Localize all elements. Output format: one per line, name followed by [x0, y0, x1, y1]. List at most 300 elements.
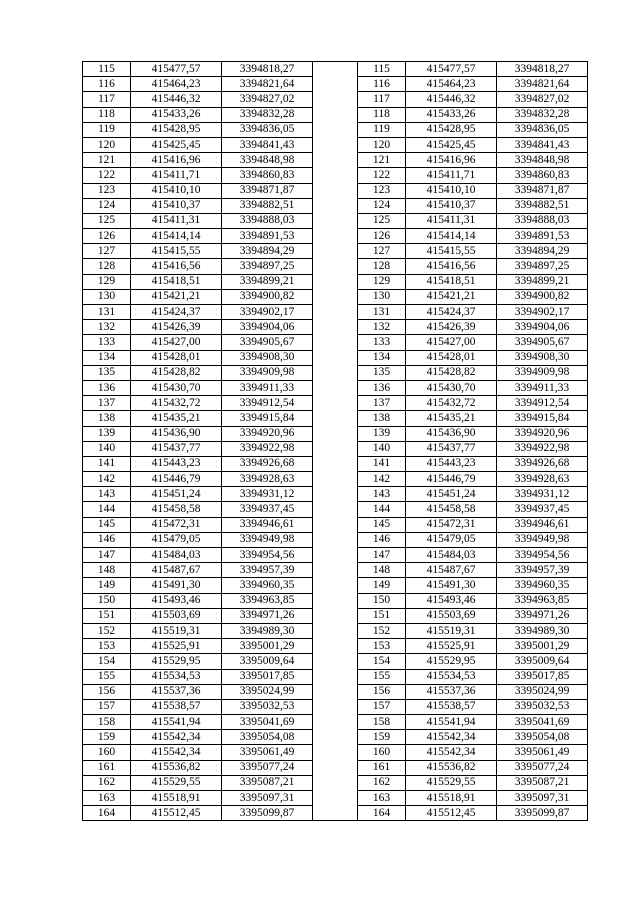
right-point-number-cell: 143 [358, 487, 406, 502]
table-row [83, 684, 588, 699]
right-x-coordinate-cell: 415436,90 [406, 426, 497, 441]
left-x-coordinate-cell: 415414,14 [131, 229, 222, 244]
right-x-coordinate-cell: 415427,00 [406, 335, 497, 350]
right-x-coordinate-cell: 415433,26 [406, 107, 497, 122]
right-point-number-cell: 159 [358, 730, 406, 745]
right-y-coordinate-cell: 3394926,68 [497, 456, 588, 471]
left-point-number-cell: 124 [83, 198, 131, 213]
column-gap [313, 244, 358, 259]
right-y-coordinate-cell: 3394827,02 [497, 92, 588, 107]
left-y-coordinate-cell: 3394922,98 [222, 441, 313, 456]
right-x-coordinate-cell: 415428,95 [406, 122, 497, 137]
table-row [83, 305, 588, 320]
left-x-coordinate-cell: 415479,05 [131, 532, 222, 547]
right-point-number-cell: 124 [358, 198, 406, 213]
right-x-coordinate-cell: 415428,82 [406, 365, 497, 380]
right-point-number-cell: 145 [358, 517, 406, 532]
left-y-coordinate-cell: 3394971,26 [222, 608, 313, 623]
left-x-coordinate-cell: 415437,77 [131, 441, 222, 456]
right-x-coordinate-cell: 415512,45 [406, 806, 497, 821]
column-gap [313, 365, 358, 380]
left-x-coordinate-cell: 415446,79 [131, 472, 222, 487]
right-point-number-cell: 131 [358, 305, 406, 320]
right-x-coordinate-cell: 415416,96 [406, 153, 497, 168]
left-y-coordinate-cell: 3394946,61 [222, 517, 313, 532]
left-point-number-cell: 137 [83, 396, 131, 411]
table-row [83, 380, 588, 395]
left-point-number-cell: 135 [83, 365, 131, 380]
right-point-number-cell: 144 [358, 502, 406, 517]
table-row [83, 715, 588, 730]
right-point-number-cell: 121 [358, 153, 406, 168]
table-row [83, 153, 588, 168]
column-gap [313, 745, 358, 760]
table-row [83, 502, 588, 517]
left-y-coordinate-cell: 3395001,29 [222, 639, 313, 654]
right-x-coordinate-cell: 415541,94 [406, 715, 497, 730]
right-y-coordinate-cell: 3394911,33 [497, 380, 588, 395]
right-y-coordinate-cell: 3394900,82 [497, 289, 588, 304]
right-point-number-cell: 161 [358, 760, 406, 775]
table-row [83, 229, 588, 244]
right-y-coordinate-cell: 3394882,51 [497, 198, 588, 213]
column-gap [313, 335, 358, 350]
left-x-coordinate-cell: 415464,23 [131, 77, 222, 92]
right-x-coordinate-cell: 415519,31 [406, 623, 497, 638]
right-y-coordinate-cell: 3395054,08 [497, 730, 588, 745]
left-x-coordinate-cell: 415487,67 [131, 563, 222, 578]
left-y-coordinate-cell: 3394920,96 [222, 426, 313, 441]
right-x-coordinate-cell: 415446,79 [406, 472, 497, 487]
left-point-number-cell: 126 [83, 229, 131, 244]
right-y-coordinate-cell: 3394989,30 [497, 623, 588, 638]
table-row [83, 517, 588, 532]
column-gap [313, 578, 358, 593]
left-point-number-cell: 116 [83, 77, 131, 92]
table-row [83, 122, 588, 137]
left-y-coordinate-cell: 3394926,68 [222, 456, 313, 471]
left-y-coordinate-cell: 3395024,99 [222, 684, 313, 699]
column-gap [313, 122, 358, 137]
table-row [83, 168, 588, 183]
right-point-number-cell: 138 [358, 411, 406, 426]
left-point-number-cell: 154 [83, 654, 131, 669]
left-point-number-cell: 132 [83, 320, 131, 335]
table-row [83, 107, 588, 122]
left-point-number-cell: 117 [83, 92, 131, 107]
right-point-number-cell: 119 [358, 122, 406, 137]
left-y-coordinate-cell: 3394860,83 [222, 168, 313, 183]
left-y-coordinate-cell: 3394897,25 [222, 259, 313, 274]
left-x-coordinate-cell: 415416,96 [131, 153, 222, 168]
left-y-coordinate-cell: 3394937,45 [222, 502, 313, 517]
right-x-coordinate-cell: 415424,37 [406, 305, 497, 320]
column-gap [313, 107, 358, 122]
column-gap [313, 730, 358, 745]
left-point-number-cell: 160 [83, 745, 131, 760]
left-point-number-cell: 140 [83, 441, 131, 456]
left-x-coordinate-cell: 415536,82 [131, 760, 222, 775]
right-y-coordinate-cell: 3394909,98 [497, 365, 588, 380]
left-x-coordinate-cell: 415542,34 [131, 730, 222, 745]
right-point-number-cell: 134 [358, 350, 406, 365]
left-y-coordinate-cell: 3395061,49 [222, 745, 313, 760]
left-point-number-cell: 157 [83, 699, 131, 714]
right-x-coordinate-cell: 415525,91 [406, 639, 497, 654]
right-point-number-cell: 116 [358, 77, 406, 92]
left-point-number-cell: 129 [83, 274, 131, 289]
left-y-coordinate-cell: 3394908,30 [222, 350, 313, 365]
left-y-coordinate-cell: 3394912,54 [222, 396, 313, 411]
left-point-number-cell: 133 [83, 335, 131, 350]
right-point-number-cell: 133 [358, 335, 406, 350]
column-gap [313, 517, 358, 532]
right-point-number-cell: 158 [358, 715, 406, 730]
right-point-number-cell: 135 [358, 365, 406, 380]
left-x-coordinate-cell: 415503,69 [131, 608, 222, 623]
right-point-number-cell: 127 [358, 244, 406, 259]
left-point-number-cell: 131 [83, 305, 131, 320]
left-point-number-cell: 162 [83, 775, 131, 790]
right-y-coordinate-cell: 3394871,87 [497, 183, 588, 198]
left-x-coordinate-cell: 415451,24 [131, 487, 222, 502]
left-point-number-cell: 164 [83, 806, 131, 821]
table-row [83, 730, 588, 745]
table-row [83, 426, 588, 441]
column-gap [313, 715, 358, 730]
left-x-coordinate-cell: 415410,10 [131, 183, 222, 198]
left-y-coordinate-cell: 3394848,98 [222, 153, 313, 168]
left-point-number-cell: 150 [83, 593, 131, 608]
left-point-number-cell: 120 [83, 137, 131, 152]
left-x-coordinate-cell: 415443,23 [131, 456, 222, 471]
right-x-coordinate-cell: 415503,69 [406, 608, 497, 623]
left-point-number-cell: 148 [83, 563, 131, 578]
left-y-coordinate-cell: 3395041,69 [222, 715, 313, 730]
right-point-number-cell: 149 [358, 578, 406, 593]
left-y-coordinate-cell: 3394915,84 [222, 411, 313, 426]
left-y-coordinate-cell: 3394963,85 [222, 593, 313, 608]
table-row [83, 62, 588, 77]
right-x-coordinate-cell: 415529,95 [406, 654, 497, 669]
table-row [83, 350, 588, 365]
table-row [83, 274, 588, 289]
right-point-number-cell: 155 [358, 669, 406, 684]
right-point-number-cell: 164 [358, 806, 406, 821]
table-row [83, 745, 588, 760]
table-row [83, 669, 588, 684]
right-y-coordinate-cell: 3394888,03 [497, 213, 588, 228]
right-point-number-cell: 157 [358, 699, 406, 714]
left-point-number-cell: 142 [83, 472, 131, 487]
right-y-coordinate-cell: 3394832,28 [497, 107, 588, 122]
right-x-coordinate-cell: 415479,05 [406, 532, 497, 547]
right-y-coordinate-cell: 3394860,83 [497, 168, 588, 183]
left-y-coordinate-cell: 3394894,29 [222, 244, 313, 259]
right-x-coordinate-cell: 415472,31 [406, 517, 497, 532]
column-gap [313, 320, 358, 335]
right-y-coordinate-cell: 3394971,26 [497, 608, 588, 623]
right-x-coordinate-cell: 415446,32 [406, 92, 497, 107]
left-y-coordinate-cell: 3394818,27 [222, 62, 313, 77]
table-row [83, 213, 588, 228]
table-row [83, 335, 588, 350]
table-row [83, 137, 588, 152]
left-x-coordinate-cell: 415472,31 [131, 517, 222, 532]
right-x-coordinate-cell: 415426,39 [406, 320, 497, 335]
left-x-coordinate-cell: 415426,39 [131, 320, 222, 335]
right-y-coordinate-cell: 3394937,45 [497, 502, 588, 517]
column-gap [313, 153, 358, 168]
column-gap [313, 426, 358, 441]
left-x-coordinate-cell: 415541,94 [131, 715, 222, 730]
left-x-coordinate-cell: 415525,91 [131, 639, 222, 654]
left-y-coordinate-cell: 3394989,30 [222, 623, 313, 638]
right-y-coordinate-cell: 3395099,87 [497, 806, 588, 821]
left-point-number-cell: 134 [83, 350, 131, 365]
table-row [83, 760, 588, 775]
column-gap [313, 791, 358, 806]
column-gap [313, 441, 358, 456]
left-y-coordinate-cell: 3395097,31 [222, 791, 313, 806]
right-x-coordinate-cell: 415538,57 [406, 699, 497, 714]
column-gap [313, 548, 358, 563]
left-y-coordinate-cell: 3395087,21 [222, 775, 313, 790]
right-point-number-cell: 142 [358, 472, 406, 487]
table-row [83, 244, 588, 259]
right-x-coordinate-cell: 415415,55 [406, 244, 497, 259]
right-point-number-cell: 123 [358, 183, 406, 198]
column-gap [313, 654, 358, 669]
left-x-coordinate-cell: 415425,45 [131, 137, 222, 152]
column-gap [313, 198, 358, 213]
column-gap [313, 563, 358, 578]
right-y-coordinate-cell: 3394963,85 [497, 593, 588, 608]
right-point-number-cell: 126 [358, 229, 406, 244]
left-y-coordinate-cell: 3394931,12 [222, 487, 313, 502]
column-gap [313, 639, 358, 654]
right-x-coordinate-cell: 415487,67 [406, 563, 497, 578]
right-y-coordinate-cell: 3394904,06 [497, 320, 588, 335]
right-point-number-cell: 132 [358, 320, 406, 335]
right-x-coordinate-cell: 415493,46 [406, 593, 497, 608]
table-row [83, 411, 588, 426]
table-row [83, 77, 588, 92]
left-y-coordinate-cell: 3395032,53 [222, 699, 313, 714]
right-x-coordinate-cell: 415410,37 [406, 198, 497, 213]
right-x-coordinate-cell: 415491,30 [406, 578, 497, 593]
right-x-coordinate-cell: 415542,34 [406, 730, 497, 745]
right-x-coordinate-cell: 415437,77 [406, 441, 497, 456]
right-x-coordinate-cell: 415418,51 [406, 274, 497, 289]
right-x-coordinate-cell: 415458,58 [406, 502, 497, 517]
left-y-coordinate-cell: 3394957,39 [222, 563, 313, 578]
left-point-number-cell: 119 [83, 122, 131, 137]
left-y-coordinate-cell: 3394899,21 [222, 274, 313, 289]
left-y-coordinate-cell: 3394911,33 [222, 380, 313, 395]
left-x-coordinate-cell: 415519,31 [131, 623, 222, 638]
left-point-number-cell: 161 [83, 760, 131, 775]
column-gap [313, 62, 358, 77]
left-y-coordinate-cell: 3394888,03 [222, 213, 313, 228]
left-point-number-cell: 153 [83, 639, 131, 654]
right-y-coordinate-cell: 3394960,35 [497, 578, 588, 593]
left-point-number-cell: 130 [83, 289, 131, 304]
column-gap [313, 487, 358, 502]
right-point-number-cell: 130 [358, 289, 406, 304]
left-x-coordinate-cell: 415433,26 [131, 107, 222, 122]
right-x-coordinate-cell: 415518,91 [406, 791, 497, 806]
table-row [83, 548, 588, 563]
right-y-coordinate-cell: 3394848,98 [497, 153, 588, 168]
left-point-number-cell: 128 [83, 259, 131, 274]
left-x-coordinate-cell: 415428,82 [131, 365, 222, 380]
right-y-coordinate-cell: 3394946,61 [497, 517, 588, 532]
right-point-number-cell: 139 [358, 426, 406, 441]
right-y-coordinate-cell: 3394957,39 [497, 563, 588, 578]
right-y-coordinate-cell: 3394894,29 [497, 244, 588, 259]
left-x-coordinate-cell: 415493,46 [131, 593, 222, 608]
right-x-coordinate-cell: 415537,36 [406, 684, 497, 699]
right-y-coordinate-cell: 3395017,85 [497, 669, 588, 684]
left-x-coordinate-cell: 415421,21 [131, 289, 222, 304]
table-row [83, 608, 588, 623]
right-point-number-cell: 148 [358, 563, 406, 578]
column-gap [313, 502, 358, 517]
right-y-coordinate-cell: 3395087,21 [497, 775, 588, 790]
right-point-number-cell: 162 [358, 775, 406, 790]
coordinates-table [82, 61, 588, 821]
right-point-number-cell: 154 [358, 654, 406, 669]
column-gap [313, 532, 358, 547]
column-gap [313, 229, 358, 244]
left-x-coordinate-cell: 415410,37 [131, 198, 222, 213]
left-point-number-cell: 115 [83, 62, 131, 77]
table-row [83, 198, 588, 213]
left-x-coordinate-cell: 415424,37 [131, 305, 222, 320]
right-point-number-cell: 125 [358, 213, 406, 228]
left-point-number-cell: 151 [83, 608, 131, 623]
table-row [83, 806, 588, 821]
right-y-coordinate-cell: 3394931,12 [497, 487, 588, 502]
right-point-number-cell: 136 [358, 380, 406, 395]
left-point-number-cell: 141 [83, 456, 131, 471]
left-y-coordinate-cell: 3394821,64 [222, 77, 313, 92]
right-y-coordinate-cell: 3394902,17 [497, 305, 588, 320]
left-x-coordinate-cell: 415446,32 [131, 92, 222, 107]
right-x-coordinate-cell: 415542,34 [406, 745, 497, 760]
left-point-number-cell: 152 [83, 623, 131, 638]
left-x-coordinate-cell: 415477,57 [131, 62, 222, 77]
right-x-coordinate-cell: 415410,10 [406, 183, 497, 198]
left-y-coordinate-cell: 3394949,98 [222, 532, 313, 547]
left-point-number-cell: 136 [83, 380, 131, 395]
right-x-coordinate-cell: 415435,21 [406, 411, 497, 426]
column-gap [313, 775, 358, 790]
left-x-coordinate-cell: 415436,90 [131, 426, 222, 441]
column-gap [313, 350, 358, 365]
right-y-coordinate-cell: 3395032,53 [497, 699, 588, 714]
left-point-number-cell: 139 [83, 426, 131, 441]
right-point-number-cell: 120 [358, 137, 406, 152]
right-point-number-cell: 150 [358, 593, 406, 608]
table-row [83, 791, 588, 806]
right-y-coordinate-cell: 3394915,84 [497, 411, 588, 426]
left-y-coordinate-cell: 3395099,87 [222, 806, 313, 821]
column-gap [313, 92, 358, 107]
left-x-coordinate-cell: 415491,30 [131, 578, 222, 593]
right-y-coordinate-cell: 3394912,54 [497, 396, 588, 411]
right-y-coordinate-cell: 3394928,63 [497, 472, 588, 487]
column-gap [313, 289, 358, 304]
right-point-number-cell: 146 [358, 532, 406, 547]
left-y-coordinate-cell: 3395077,24 [222, 760, 313, 775]
left-y-coordinate-cell: 3394954,56 [222, 548, 313, 563]
right-point-number-cell: 160 [358, 745, 406, 760]
table-row [83, 623, 588, 638]
right-y-coordinate-cell: 3394821,64 [497, 77, 588, 92]
right-y-coordinate-cell: 3395001,29 [497, 639, 588, 654]
left-x-coordinate-cell: 415458,58 [131, 502, 222, 517]
right-y-coordinate-cell: 3394908,30 [497, 350, 588, 365]
left-point-number-cell: 159 [83, 730, 131, 745]
table-row [83, 532, 588, 547]
left-point-number-cell: 127 [83, 244, 131, 259]
right-x-coordinate-cell: 415464,23 [406, 77, 497, 92]
column-gap [313, 213, 358, 228]
column-gap [313, 305, 358, 320]
right-point-number-cell: 147 [358, 548, 406, 563]
right-x-coordinate-cell: 415443,23 [406, 456, 497, 471]
table-row [83, 563, 588, 578]
left-x-coordinate-cell: 415435,21 [131, 411, 222, 426]
right-x-coordinate-cell: 415432,72 [406, 396, 497, 411]
right-y-coordinate-cell: 3394949,98 [497, 532, 588, 547]
column-gap [313, 472, 358, 487]
table-row [83, 654, 588, 669]
left-y-coordinate-cell: 3394909,98 [222, 365, 313, 380]
left-point-number-cell: 145 [83, 517, 131, 532]
table-row [83, 259, 588, 274]
table-row [83, 441, 588, 456]
right-x-coordinate-cell: 415421,21 [406, 289, 497, 304]
left-x-coordinate-cell: 415534,53 [131, 669, 222, 684]
left-x-coordinate-cell: 415529,95 [131, 654, 222, 669]
right-y-coordinate-cell: 3394891,53 [497, 229, 588, 244]
left-y-coordinate-cell: 3394871,87 [222, 183, 313, 198]
right-point-number-cell: 140 [358, 441, 406, 456]
right-y-coordinate-cell: 3395077,24 [497, 760, 588, 775]
left-x-coordinate-cell: 415411,71 [131, 168, 222, 183]
left-point-number-cell: 158 [83, 715, 131, 730]
left-y-coordinate-cell: 3395009,64 [222, 654, 313, 669]
right-y-coordinate-cell: 3395097,31 [497, 791, 588, 806]
left-y-coordinate-cell: 3394836,05 [222, 122, 313, 137]
right-x-coordinate-cell: 415430,70 [406, 380, 497, 395]
column-gap [313, 259, 358, 274]
table-row [83, 699, 588, 714]
right-y-coordinate-cell: 3394920,96 [497, 426, 588, 441]
left-x-coordinate-cell: 415415,55 [131, 244, 222, 259]
left-y-coordinate-cell: 3394928,63 [222, 472, 313, 487]
table-row [83, 396, 588, 411]
left-x-coordinate-cell: 415428,95 [131, 122, 222, 137]
column-gap [313, 183, 358, 198]
right-point-number-cell: 115 [358, 62, 406, 77]
right-x-coordinate-cell: 415414,14 [406, 229, 497, 244]
column-gap [313, 168, 358, 183]
right-point-number-cell: 137 [358, 396, 406, 411]
